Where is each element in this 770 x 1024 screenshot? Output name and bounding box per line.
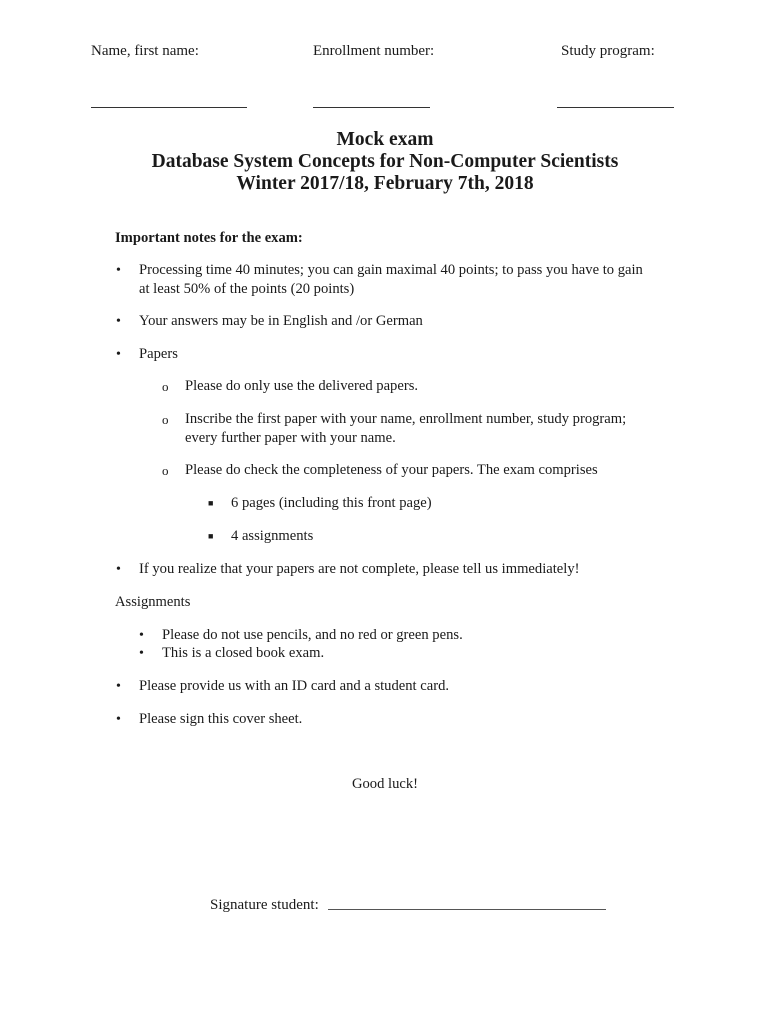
- note-item-papers: Papers: [139, 346, 178, 362]
- assignment-item-closed-book: This is a closed book exam.: [162, 645, 325, 661]
- papers-sub-completeness: Please do check the completeness of your papers. The exam comprises: [185, 462, 598, 478]
- circle-bullet-icon: o: [162, 463, 169, 478]
- name-field-line[interactable]: [91, 107, 247, 108]
- good-luck-text: Good luck!: [351, 776, 419, 792]
- exam-date: Winter 2017/18, February 7th, 2018: [236, 173, 534, 194]
- signature-line[interactable]: [328, 909, 606, 910]
- enrollment-field-line[interactable]: [313, 107, 430, 108]
- study-program-field-line[interactable]: [557, 107, 674, 108]
- bullet-icon: •: [116, 347, 121, 362]
- bullet-icon: •: [116, 562, 121, 577]
- bullet-icon: •: [116, 679, 121, 694]
- papers-sub-line: Inscribe the first paper with your name, enrollment number, study program;: [185, 411, 627, 427]
- note-item-language: Your answers may be in English and /or German: [139, 313, 423, 329]
- note-item-incomplete-papers: If you realize that your papers are not complete, please tell us immediately!: [139, 561, 580, 577]
- note-item-processing-time: [139, 261, 684, 299]
- circle-bullet-icon: o: [162, 412, 169, 427]
- note-item-line: at least 50% of the points (20 points): [139, 281, 355, 297]
- square-bullet-icon: ■: [208, 531, 214, 541]
- assignments-heading: Assignments: [115, 594, 191, 610]
- exam-title: Mock exam: [336, 129, 434, 150]
- bullet-icon: •: [139, 646, 144, 661]
- notes-heading: Important notes for the exam:: [115, 230, 303, 246]
- note-item-line: Processing time 40 minutes; you can gain maximal 40 points; to pass you have to gain: [139, 262, 643, 278]
- assignment-item-id-card: Please provide us with an ID card and a student card.: [139, 678, 450, 694]
- enrollment-field-label: Enrollment number:: [313, 43, 435, 59]
- papers-sub-inscribe: [185, 410, 680, 448]
- bullet-icon: •: [139, 628, 144, 643]
- papers-sub-line: every further paper with your name.: [185, 430, 396, 446]
- course-title: Database System Concepts for Non-Computer Scientists: [151, 151, 619, 172]
- completeness-pages: 6 pages (including this front page): [231, 495, 432, 511]
- bullet-icon: •: [116, 314, 121, 329]
- assignment-item-sign: Please sign this cover sheet.: [139, 711, 303, 727]
- circle-bullet-icon: o: [162, 379, 169, 394]
- bullet-icon: •: [116, 712, 121, 727]
- assignment-item-pens: Please do not use pencils, and no red or green pens.: [162, 627, 463, 643]
- papers-sub-delivered: Please do only use the delivered papers.: [185, 378, 419, 394]
- signature-label: Signature student:: [210, 897, 319, 913]
- square-bullet-icon: ■: [208, 498, 214, 508]
- completeness-assignments: 4 assignments: [231, 528, 314, 544]
- bullet-icon: •: [116, 263, 121, 278]
- name-field-label: Name, first name:: [91, 43, 199, 59]
- study-program-field-label: Study program:: [561, 43, 655, 59]
